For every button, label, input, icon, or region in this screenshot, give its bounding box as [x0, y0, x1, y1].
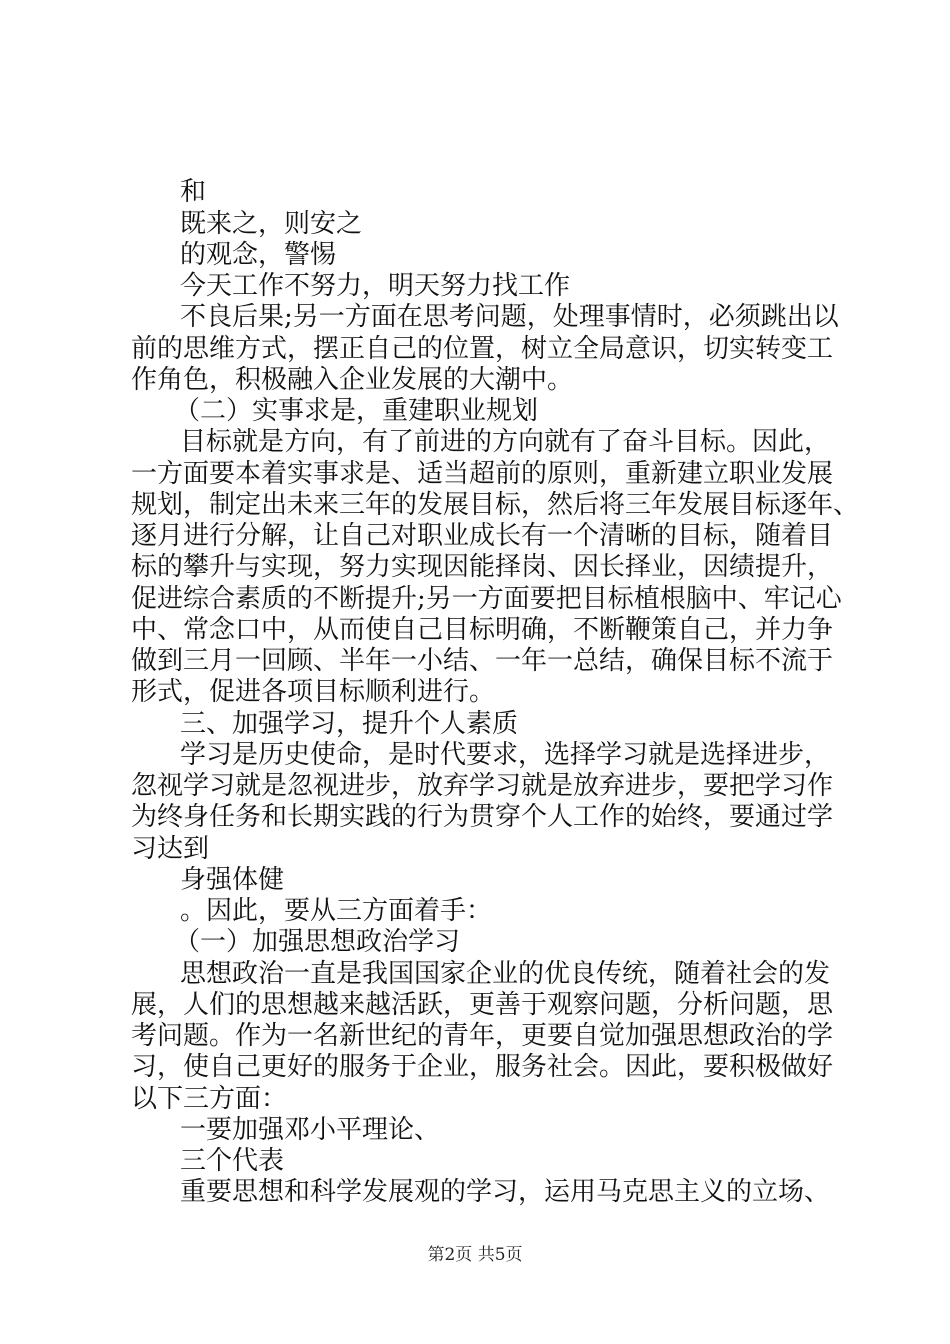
text-line: 重要思想和科学发展观的学习，运用马克思主义的立场、 [180, 1177, 831, 1207]
text-line: 促进综合素质的不断提升;另一方面要把目标植根脑中、牢记心 [131, 584, 842, 614]
text-line: 标的攀升与实现，努力实现因能择岗、因长择业，因绩提升， [131, 552, 834, 582]
text-line: 忽视学习就是忽视进步，放弃学习就是放弃进步，要把学习作 [131, 771, 834, 801]
text-line: 作角色，积极融入企业发展的大潮中。 [131, 365, 574, 395]
text-line: 形式，促进各项目标顺利进行。 [131, 677, 496, 707]
text-line: 三个代表 [180, 1146, 285, 1176]
text-line: 目标就是方向，有了前进的方向就有了奋斗目标。因此， [180, 427, 831, 457]
text-line: 为终身任务和长期实践的行为贯穿个人工作的始终，要通过学 [131, 802, 834, 832]
text-line: 既来之，则安之 [180, 209, 363, 239]
text-line: 不良后果;另一方面在思考问题，处理事情时，必须跳出以 [180, 302, 839, 332]
text-line: 身强体健 [180, 865, 285, 895]
text-line: 做到三月一回顾、半年一小结、一年一总结，确保目标不流于 [131, 646, 834, 676]
page-footer: 第2页 共5页 [427, 1245, 523, 1265]
text-line: 习，使自己更好的服务于企业，服务社会。因此，要积极做好 [131, 1052, 834, 1082]
text-line: 习达到 [131, 834, 210, 864]
section-heading: 三、加强学习，提升个人素质 [180, 709, 519, 739]
section-heading: （二）实事求是，重建职业规划 [174, 396, 539, 426]
text-line: 。因此，要从三方面着手： [180, 896, 493, 926]
text-line: 逐月进行分解，让自己对职业成长有一个清晰的目标，随着目 [131, 521, 834, 551]
text-line: 一方面要本着实事求是、适当超前的原则，重新建立职业发展 [131, 459, 834, 489]
text-line: 的观念，警惕 [180, 240, 337, 270]
text-line: 今天工作不努力，明天努力找工作 [180, 271, 571, 301]
section-heading: （一）加强思想政治学习 [174, 927, 461, 957]
text-line: 和 [180, 177, 207, 207]
text-line: 中、常念口中，从而使自己目标明确，不断鞭策自己，并力争 [131, 615, 834, 645]
text-line: 思想政治一直是我国国家企业的优良传统，随着社会的发 [180, 959, 831, 989]
text-line: 一要加强邓小平理论、 [180, 1115, 441, 1145]
text-line: 以下三方面： [131, 1084, 288, 1114]
text-line: 考问题。作为一名新世纪的青年，更要自觉加强思想政治的学 [131, 1021, 834, 1051]
text-line: 规划，制定出未来三年的发展目标，然后将三年发展目标逐年、 [131, 490, 860, 520]
text-line: 学习是历史使命，是时代要求，选择学习就是选择进步， [180, 740, 831, 770]
text-line: 前的思维方式，摆正自己的位置，树立全局意识，切实转变工 [131, 334, 834, 364]
text-line: 展，人们的思想越来越活跃，更善于观察问题，分析问题，思 [131, 990, 834, 1020]
